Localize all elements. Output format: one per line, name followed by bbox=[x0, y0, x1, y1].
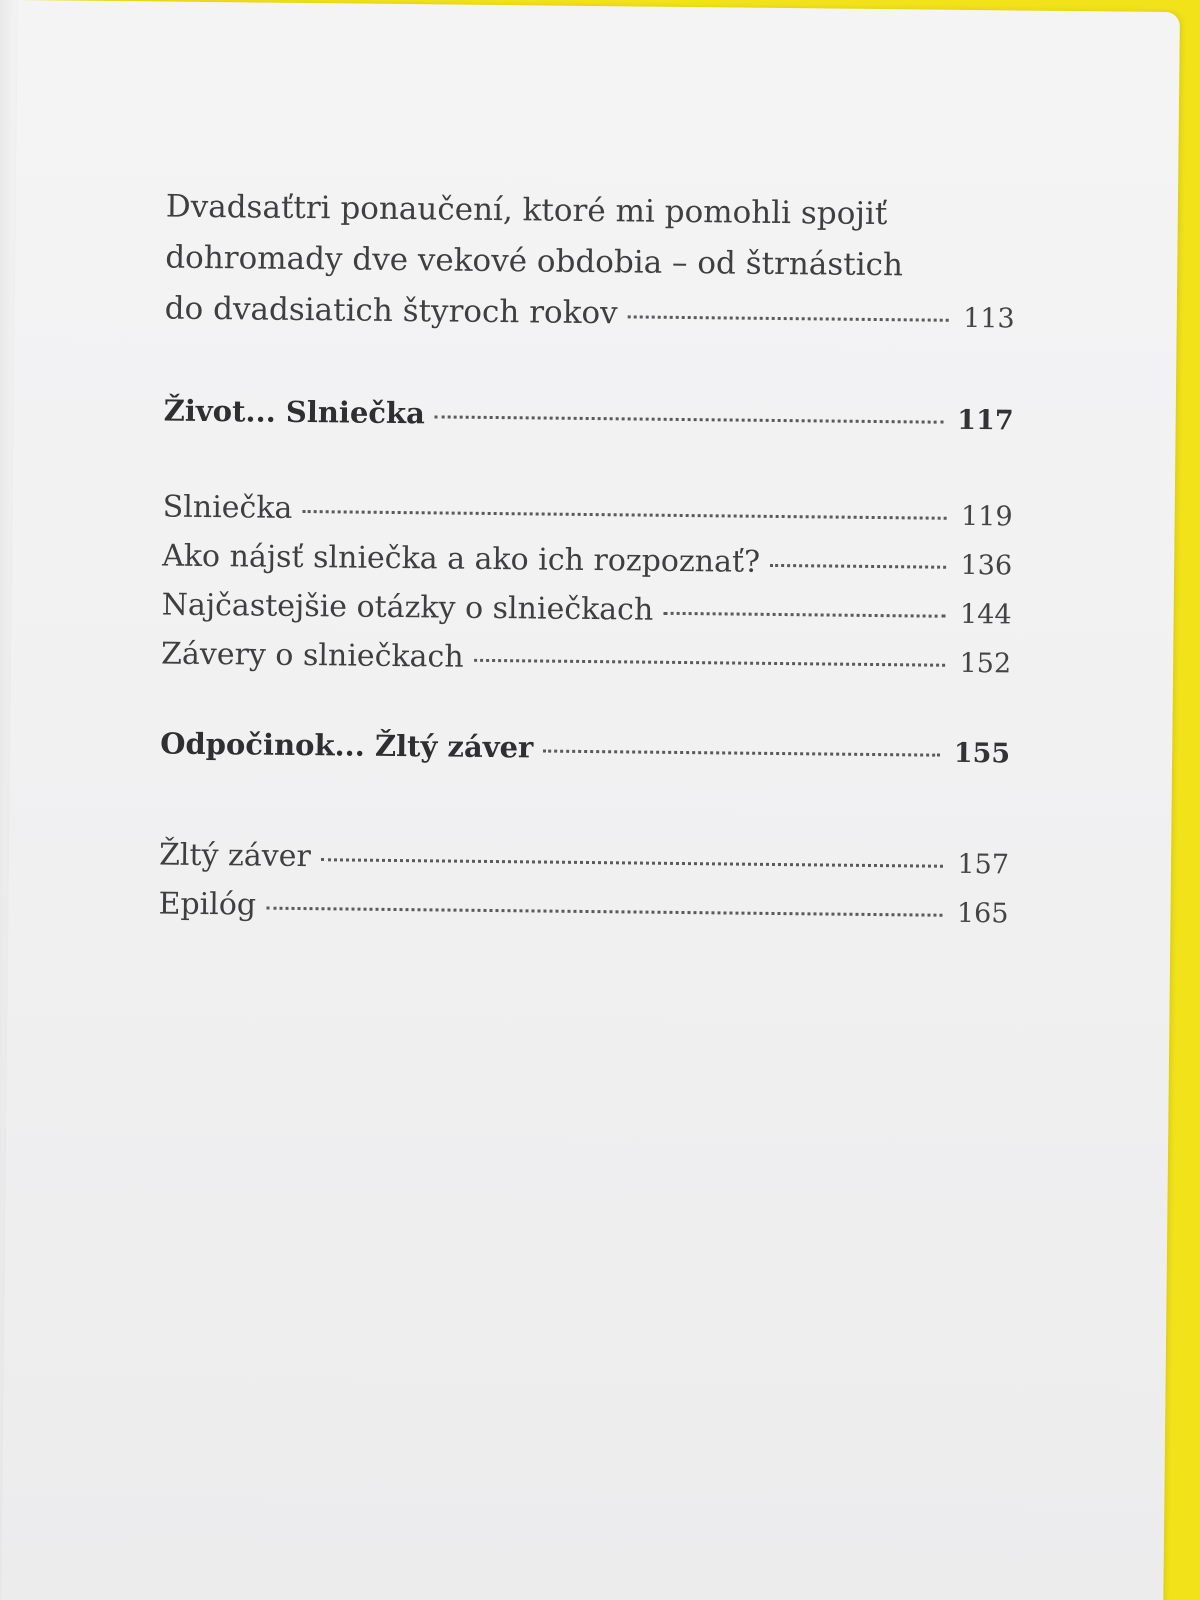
toc-section-heading bbox=[160, 727, 1010, 770]
toc-group bbox=[161, 484, 1013, 689]
toc-entry-title: do dvadsiatich štyroch rokov bbox=[164, 290, 618, 332]
toc-page-number: 136 bbox=[960, 549, 1013, 582]
toc-entry bbox=[159, 832, 1009, 890]
book-page bbox=[1, 0, 1180, 1600]
toc-page-number: 165 bbox=[956, 897, 1009, 930]
toc-entry-last-line bbox=[164, 284, 1014, 345]
dot-leader bbox=[435, 415, 943, 423]
toc-section-title: Odpočinok... Žltý záver bbox=[160, 726, 534, 765]
toc-entry-title: Ako nájsť slniečka a ako ich rozpoznať? bbox=[162, 538, 761, 580]
toc-entry bbox=[162, 533, 1012, 591]
toc-page-number: 155 bbox=[953, 737, 1011, 770]
toc-section-heading bbox=[164, 394, 1014, 437]
dot-leader bbox=[302, 510, 947, 520]
dot-leader bbox=[474, 659, 946, 667]
dot-leader bbox=[770, 564, 947, 569]
toc-group bbox=[158, 832, 1009, 939]
toc-entry-title: Najčastejšie otázky o slniečkach bbox=[161, 587, 654, 628]
dot-leader bbox=[628, 315, 950, 321]
dot-leader bbox=[266, 907, 943, 917]
dot-leader bbox=[663, 612, 946, 618]
toc-entry-line: dohromady dve vekové obdobia – od štrnástich bbox=[165, 239, 904, 284]
toc-entry-line: Dvadsaťtri ponaučení, ktoré mi pomohli spojiť bbox=[165, 188, 888, 233]
toc-entry bbox=[161, 631, 1011, 689]
toc-page-number: 113 bbox=[963, 302, 1015, 335]
toc-entry-title: Závery o slniečkach bbox=[160, 636, 464, 675]
toc-page-number: 157 bbox=[957, 848, 1010, 881]
toc-page-number: 117 bbox=[957, 404, 1014, 437]
toc-entry bbox=[162, 484, 1012, 542]
toc-section-title: Život... Slniečka bbox=[163, 393, 426, 431]
toc-entry-title: Slniečka bbox=[162, 489, 293, 526]
toc-page-number: 144 bbox=[959, 598, 1012, 631]
toc-page-number: 152 bbox=[959, 647, 1012, 680]
toc-entry bbox=[158, 881, 1008, 939]
dot-leader bbox=[543, 750, 940, 757]
toc-page-number: 119 bbox=[960, 500, 1013, 533]
toc-entry-title: Epilóg bbox=[158, 886, 257, 923]
dot-leader bbox=[321, 858, 944, 868]
toc-entry-title: Žltý záver bbox=[158, 837, 311, 875]
toc-entry-intro bbox=[164, 182, 1016, 345]
toc-entry bbox=[161, 582, 1011, 640]
